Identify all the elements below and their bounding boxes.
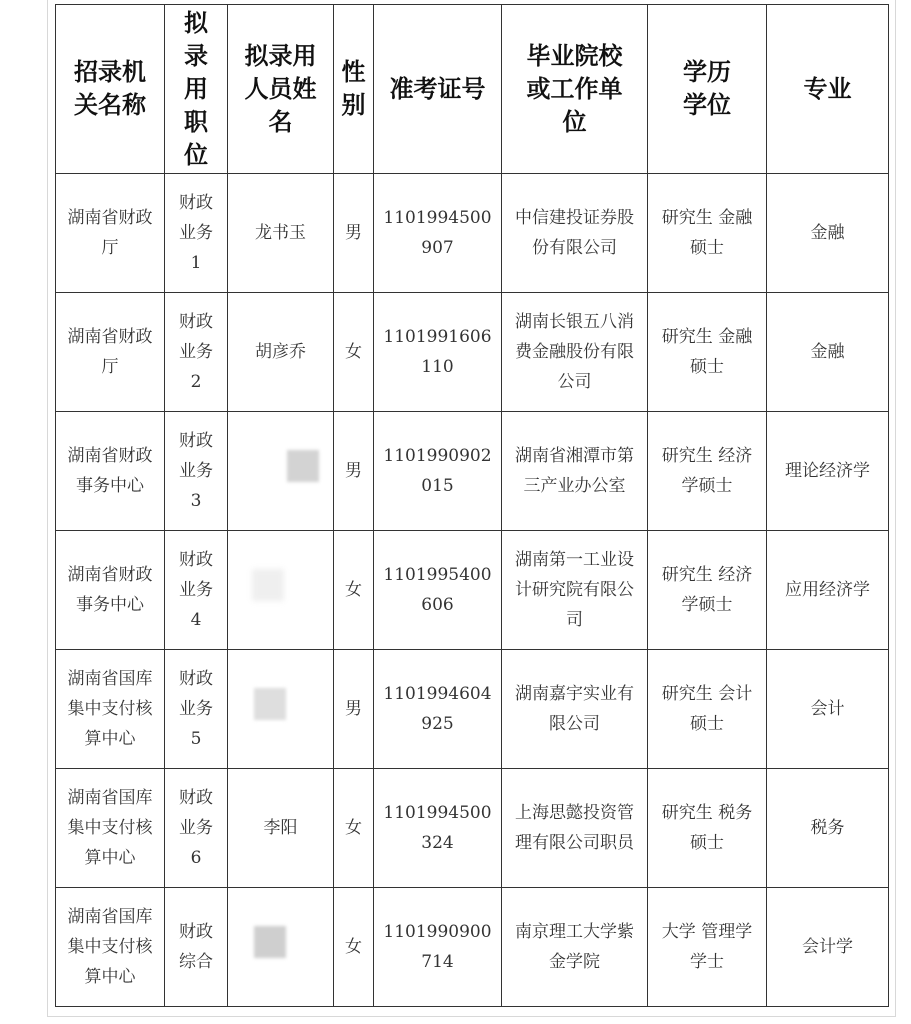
cell-major: 金融	[767, 174, 889, 293]
cell-degree: 研究生 金融硕士	[648, 174, 767, 293]
cell-major: 金融	[767, 293, 889, 412]
header-name: 拟录用人员姓名	[228, 5, 334, 174]
header-major: 专业	[767, 5, 889, 174]
cell-name	[228, 888, 334, 1007]
cell-position: 财政业务1	[165, 174, 228, 293]
cell-gender: 女	[334, 293, 374, 412]
cell-major: 应用经济学	[767, 531, 889, 650]
cell-gender: 女	[334, 769, 374, 888]
recruitment-table	[55, 4, 889, 1007]
header-gender: 性别	[334, 5, 374, 174]
cell-major: 理论经济学	[767, 412, 889, 531]
cell-gender: 男	[334, 412, 374, 531]
cell-exam-number: 1101994604925	[374, 650, 502, 769]
cell-school: 上海思懿投资管理有限公司职员	[502, 769, 648, 888]
cell-degree: 研究生 经济学硕士	[648, 531, 767, 650]
cell-agency: 湖南省财政厅	[56, 174, 165, 293]
table-row	[56, 650, 889, 769]
cell-major: 税务	[767, 769, 889, 888]
cell-degree: 研究生 金融硕士	[648, 293, 767, 412]
cell-gender: 男	[334, 650, 374, 769]
cell-major: 会计	[767, 650, 889, 769]
cell-major: 会计学	[767, 888, 889, 1007]
cell-position: 财政综合	[165, 888, 228, 1007]
redacted-name-block	[254, 926, 286, 958]
cell-exam-number: 1101990902015	[374, 412, 502, 531]
redacted-name-block	[254, 688, 286, 720]
cell-agency: 湖南省国库集中支付核算中心	[56, 888, 165, 1007]
cell-position: 财政业务3	[165, 412, 228, 531]
cell-exam-number: 1101994500324	[374, 769, 502, 888]
document-page	[47, 0, 896, 1017]
cell-position: 财政业务6	[165, 769, 228, 888]
table-row	[56, 174, 889, 293]
table-row	[56, 531, 889, 650]
cell-school: 中信建投证券股份有限公司	[502, 174, 648, 293]
cell-exam-number: 1101991606110	[374, 293, 502, 412]
cell-exam-number: 1101995400606	[374, 531, 502, 650]
header-degree: 学历学位	[648, 5, 767, 174]
cell-agency: 湖南省财政事务中心	[56, 531, 165, 650]
cell-agency: 湖南省财政厅	[56, 293, 165, 412]
cell-degree: 研究生 经济学硕士	[648, 412, 767, 531]
redacted-name-block	[252, 569, 284, 601]
cell-gender: 男	[334, 174, 374, 293]
cell-school: 湖南省湘潭市第三产业办公室	[502, 412, 648, 531]
cell-agency: 湖南省国库集中支付核算中心	[56, 769, 165, 888]
header-exam-number: 准考证号	[374, 5, 502, 174]
cell-gender: 女	[334, 888, 374, 1007]
cell-exam-number: 1101994500907	[374, 174, 502, 293]
cell-school: 湖南嘉宇实业有限公司	[502, 650, 648, 769]
table-row	[56, 888, 889, 1007]
cell-name	[228, 412, 334, 531]
cell-name: 胡彦乔	[228, 293, 334, 412]
cell-position: 财政业务5	[165, 650, 228, 769]
cell-name: 龙书玉	[228, 174, 334, 293]
cell-name: 李阳	[228, 769, 334, 888]
cell-name	[228, 531, 334, 650]
cell-position: 财政业务4	[165, 531, 228, 650]
cell-school: 南京理工大学紫金学院	[502, 888, 648, 1007]
cell-name	[228, 650, 334, 769]
redacted-name-block	[287, 450, 319, 482]
header-school-or-employer: 毕业院校或工作单位	[502, 5, 648, 174]
cell-gender: 女	[334, 531, 374, 650]
cell-agency: 湖南省国库集中支付核算中心	[56, 650, 165, 769]
table-row	[56, 412, 889, 531]
header-agency: 招录机关名称	[56, 5, 165, 174]
table-header-row	[56, 5, 889, 174]
cell-degree: 研究生 会计硕士	[648, 650, 767, 769]
table-row	[56, 769, 889, 888]
table-row	[56, 293, 889, 412]
header-position: 拟录用职位	[165, 5, 228, 174]
cell-degree: 大学 管理学学士	[648, 888, 767, 1007]
cell-school: 湖南第一工业设计研究院有限公司	[502, 531, 648, 650]
cell-agency: 湖南省财政事务中心	[56, 412, 165, 531]
cell-exam-number: 1101990900714	[374, 888, 502, 1007]
cell-degree: 研究生 税务硕士	[648, 769, 767, 888]
cell-position: 财政业务2	[165, 293, 228, 412]
cell-school: 湖南长银五八消费金融股份有限公司	[502, 293, 648, 412]
